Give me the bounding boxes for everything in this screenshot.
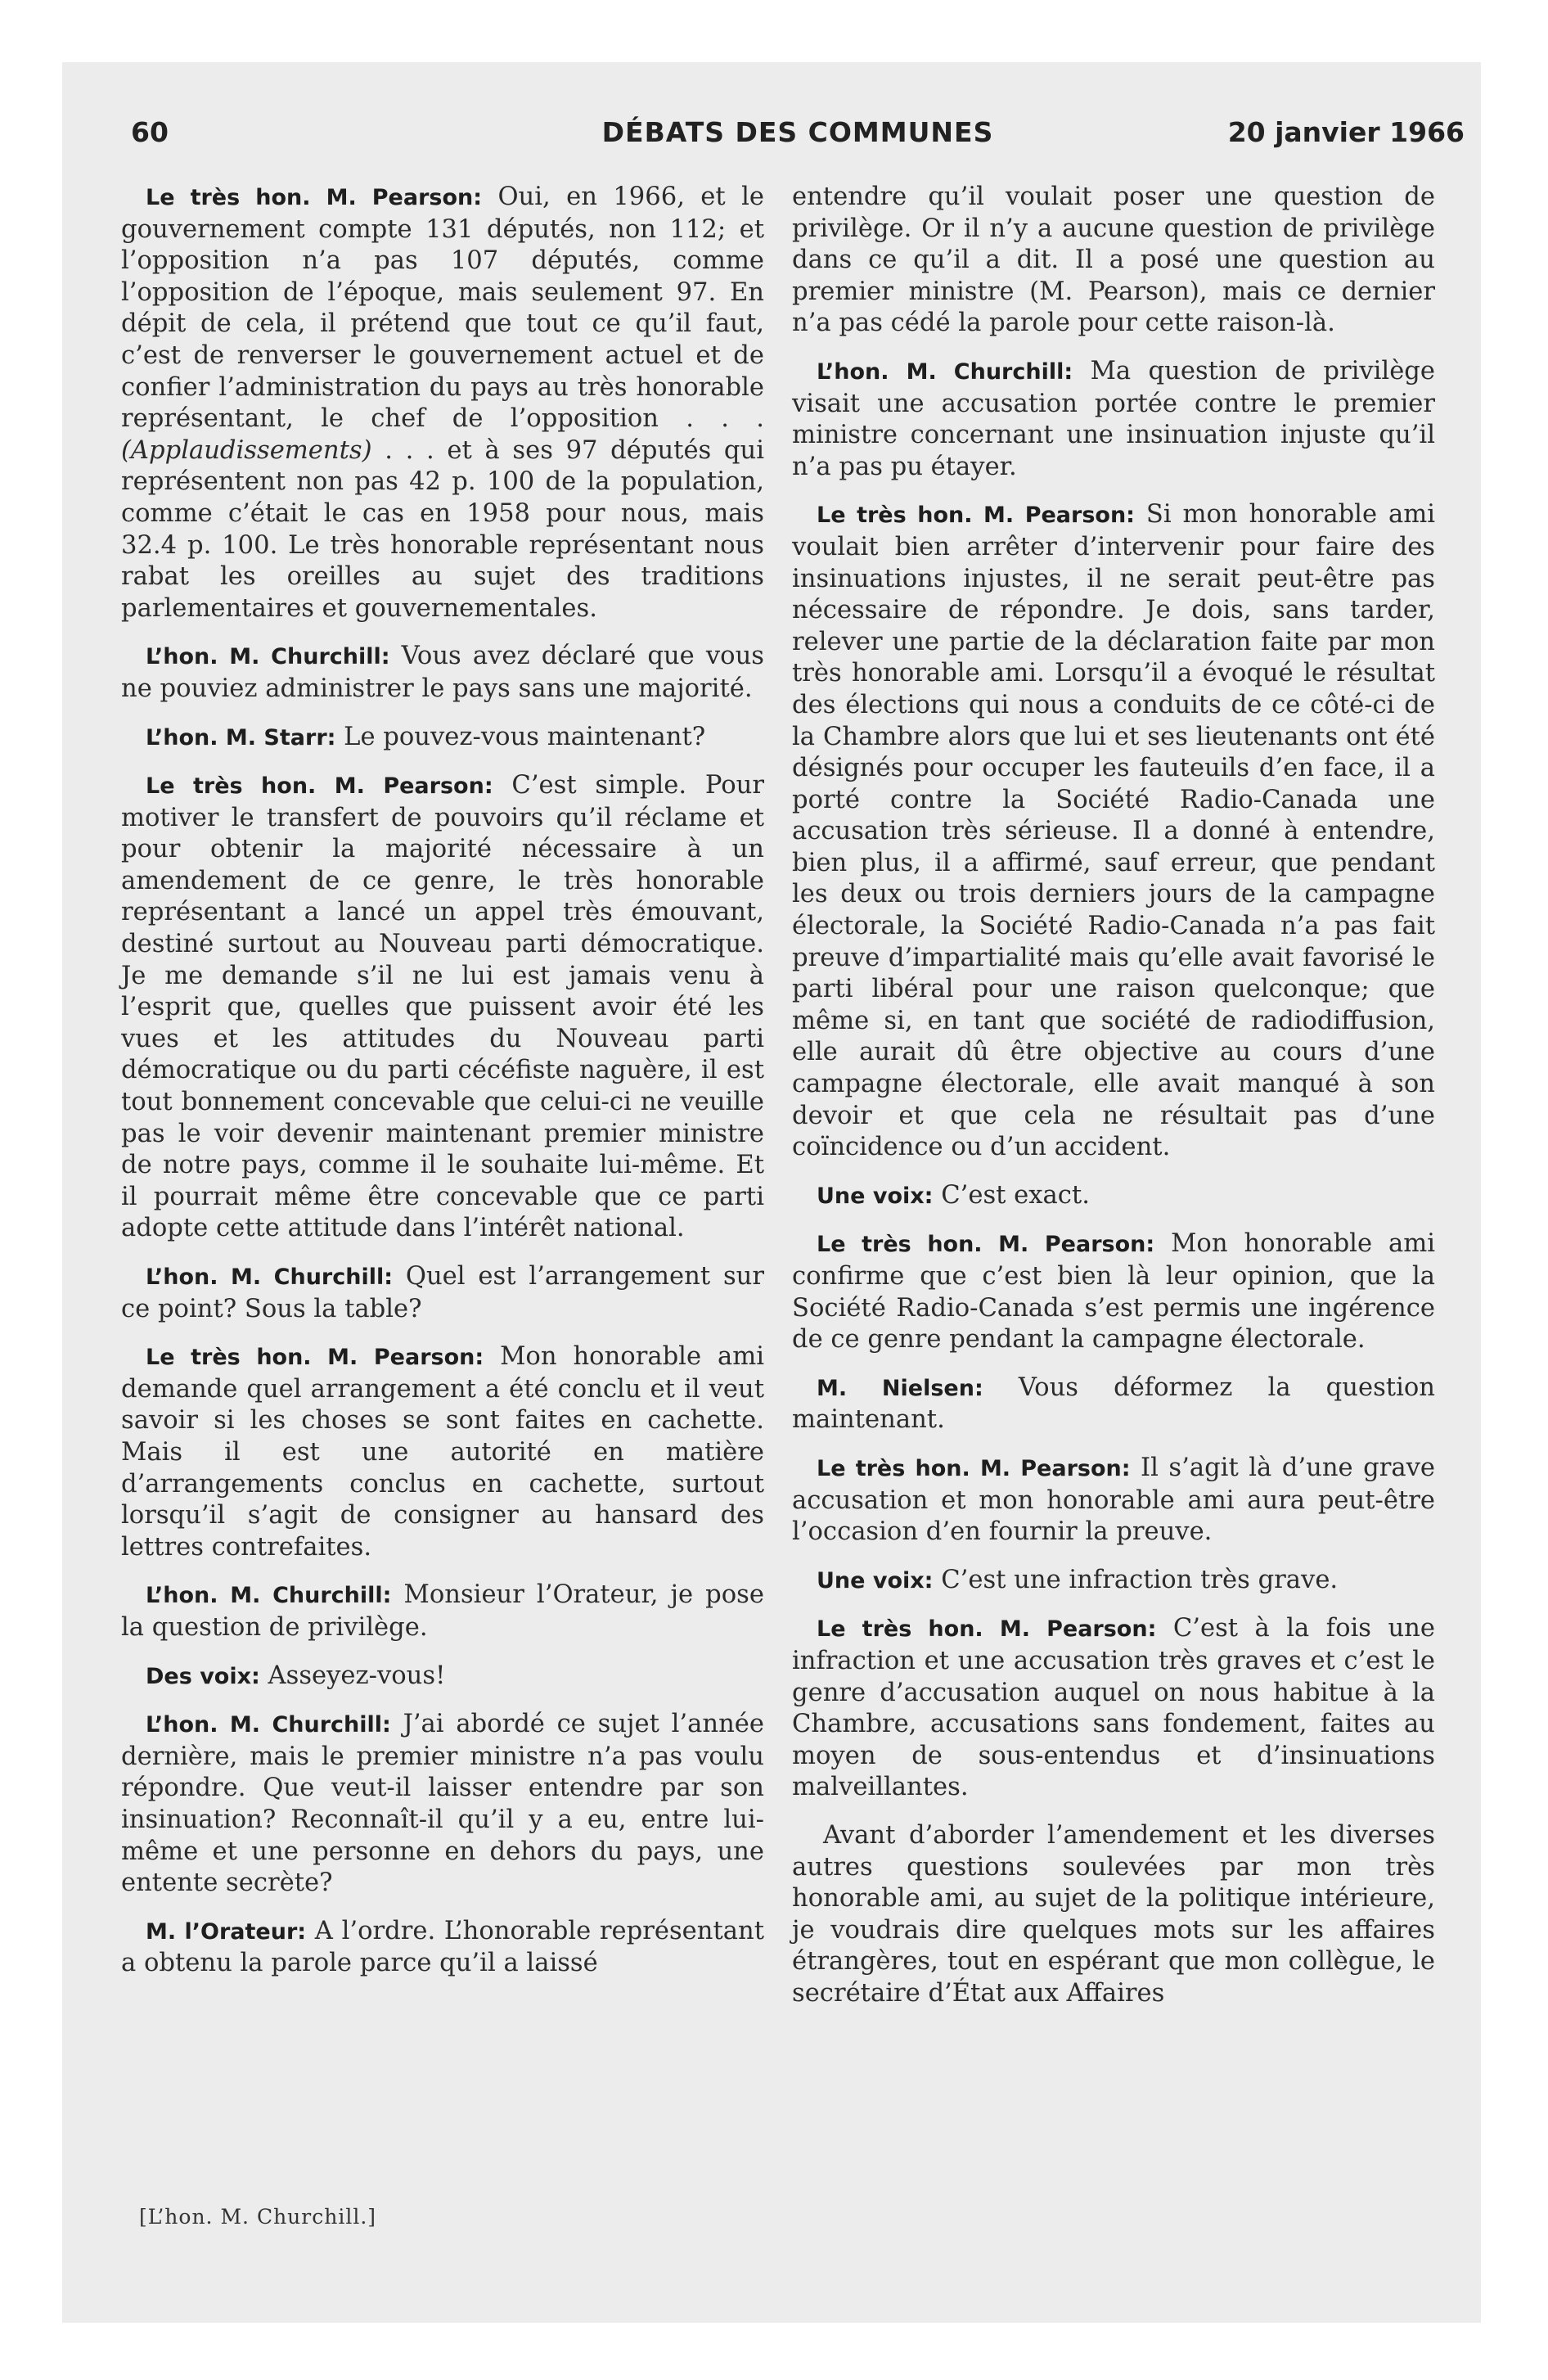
- paragraph-text: A l’ordre. L’honorable représentant a obtenu la parole parce qu’il a laissé: [121, 1916, 764, 1978]
- paragraph: [792, 182, 1435, 340]
- footer-note: [L’hon. M. Churchill.]: [139, 2205, 377, 2229]
- speaker-name: Le très hon. M. Pearson:: [817, 1232, 1155, 1258]
- paragraph-text: Asseyez-vous!: [259, 1661, 446, 1690]
- paragraph-text: entendre qu’il voulait poser une question de privilège. Or il n’y a aucune question de privilège dans ce qu’il a dit. Il a posé une question au premier ministre (M. Pearson), mais ce dernier n’a pas cédé la parole pour cette raison-là.: [792, 183, 1435, 338]
- paragraph-text: C’est une infraction très grave.: [933, 1565, 1339, 1594]
- paragraph: [792, 356, 1435, 483]
- paragraph-text: Monsieur l’Orateur, je pose la question de privilège.: [121, 1580, 764, 1642]
- speaker-name: Des voix:: [146, 1663, 260, 1689]
- paragraph: [121, 1661, 764, 1693]
- paragraph: [121, 1261, 764, 1325]
- speaker-name: L’hon. M. Churchill:: [146, 644, 390, 670]
- paragraph-text: Oui, en 1966, et le gouvernement compte 131 députés, non 112; et l’opposition n’a pas 107 députés, comme l’opposition de l’époque, mais seulement 97. En dépit de cela, il prétend que tout ce qu’il faut, c’est de renverser le gouvernement actuel et de confier l’administration du pays au très honorable représentant, le chef de l’opposition . . .: [121, 183, 764, 434]
- paragraph: [121, 770, 764, 1245]
- paragraph-text: Mon honorable ami demande quel arrangement a été conclu et il veut savoir si les choses se sont faites en cachette. Mais il est une autorité en matière d’arrangements conclus en cachette, surtout lorsqu’il s’agit de consigner au hansard des lettres contrefaites.: [121, 1342, 765, 1562]
- paragraph-text: Quel est l’arrangement sur ce point? Sous la table?: [121, 1262, 764, 1323]
- left-column: [121, 182, 764, 1996]
- speaker-name: Le très hon. M. Pearson:: [146, 1345, 484, 1371]
- speaker-name: L’hon. M. Churchill:: [817, 358, 1073, 385]
- paragraph-text: Avant d’aborder l’amendement et les diverses autres questions soulevées par mon très honorable ami, au sujet de la politique intérieure, je voudrais dire quelques mots sur les affaires étrangères, tout en espérant que mon collègue, le secrétaire d’État aux Affaires: [792, 1820, 1435, 2008]
- page-title: DÉBATS DES COMMUNES: [601, 116, 994, 148]
- paragraph-text: Si mon honorable ami voulait bien arrêter d’intervenir pour faire des insinuations injustes, il ne serait peut-être pas nécessaire de répondre. Je dois, sans tarder, relever une partie de la déclaration faite par mon très honorable ami. Lorsqu’il a évoqué le résultat des élections qui nous a conduits de ce côté-ci de la Chambre alors que lui et ses lieutenants ont été désignés pour occuper les fauteuils d’en face, il a porté contre la Société Radio-Canada une accusation très sérieuse. Il a donné à entendre, bien plus, il a affirmé, sauf erreur, que pendant les deux ou trois derniers jours de la campagne électorale, la Société Radio-Canada n’a pas fait preuve d’impartialité mais qu’elle avait favorisé le parti libéral pour une raison quelconque; que même si, en tant que société de radiodiffusion, elle aurait dû être objective au cours d’une campagne électorale, elle avait manqué à son devoir et que cela ne résultait pas d’une coïncidence ou d’un accident.: [792, 500, 1435, 1162]
- paragraph: [121, 722, 764, 755]
- speaker-name: Une voix:: [817, 1567, 934, 1593]
- paragraph: [792, 1613, 1435, 1804]
- paragraph: [121, 641, 764, 705]
- speaker-name: Une voix:: [817, 1183, 934, 1209]
- speaker-name: M. l’Orateur:: [146, 1918, 307, 1945]
- paragraph-text: Il s’agit là d’une grave accusation et mon honorable ami aura peut-être l’occasion d’en fournir la preuve.: [792, 1453, 1435, 1547]
- speaker-name: L’hon. M. Starr:: [146, 724, 336, 751]
- paragraph: [792, 1820, 1435, 2010]
- paragraph: [792, 1228, 1435, 1355]
- paragraph-text: Vous déformez la question maintenant.: [792, 1373, 1435, 1435]
- paragraph-text: C’est exact.: [933, 1180, 1090, 1210]
- paragraph-text: C’est à la fois une infraction et une accusation très graves et c’est le genre d’accusation auquel on nous habitue à la Chambre, accusations sans fondement, faites au moyen de sous-entendus et d’insinuations malveillantes.: [792, 1614, 1435, 1802]
- paragraph: [121, 1341, 764, 1563]
- page-date: 20 janvier 1966: [1227, 116, 1465, 148]
- paragraph: [792, 1453, 1435, 1548]
- paragraph: [792, 1180, 1435, 1213]
- paragraph-text: Mon honorable ami confirme que c’est bien là leur opinion, que la Société Radio-Canada s’est permis une ingérence de ce genre pendant la campagne électorale.: [792, 1229, 1436, 1355]
- speaker-name: M. Nielsen:: [817, 1375, 983, 1401]
- paragraph: [121, 1916, 764, 1980]
- paragraph: [792, 1373, 1435, 1436]
- paragraph: [121, 1580, 764, 1643]
- paragraph: [121, 1709, 764, 1900]
- speaker-name: Le très hon. M. Pearson:: [146, 185, 483, 210]
- right-column: [792, 182, 1435, 2026]
- paragraph: [792, 499, 1435, 1163]
- paragraph-text: Ma question de privilège visait une accusation portée contre le premier ministre concernant une insinuation injuste qu’il n’a pas pu étayer.: [792, 356, 1436, 481]
- paragraph-text: J’ai abordé ce sujet l’année dernière, mais le premier ministre n’a pas voulu répondre. Que veut-il laisser entendre par son insinuation? Reconnaît-il qu’il y a eu, entre lui-même et une personne en dehors du pays, une entente secrète?: [121, 1710, 764, 1898]
- speaker-name: Le très hon. M. Pearson:: [146, 773, 493, 800]
- paragraph-italic: (Applaudissements): [121, 435, 372, 465]
- speaker-name: L’hon. M. Churchill:: [146, 1712, 391, 1738]
- paragraph: [792, 1565, 1435, 1598]
- speaker-name: L’hon. M. Churchill:: [146, 1264, 394, 1290]
- speaker-name: L’hon. M. Churchill:: [146, 1583, 392, 1609]
- speaker-name: Le très hon. M. Pearson:: [817, 1455, 1131, 1481]
- page-number: 60: [131, 116, 169, 148]
- page-header: [131, 116, 1465, 157]
- speaker-name: Le très hon. M. Pearson:: [817, 1616, 1157, 1643]
- paragraph: [121, 182, 764, 624]
- paragraph-text: . . . et à ses 97 députés qui représentent non pas 42 p. 100 de la population, comme c’était le cas en 1958 pour nous, mais 32.4 p. 100. Le très honorable représentant nous rabat les oreilles au sujet des traditions parlementaires et gouvernementales.: [121, 435, 764, 623]
- paragraph-text: Le pouvez-vous maintenant?: [335, 722, 706, 751]
- paragraph-text: C’est simple. Pour motiver le transfert de pouvoirs qu’il réclame et pour obtenir la majorité nécessaire à un amendement de ce genre, le très honorable représentant a lancé un appel très émouvant, destiné surtout au Nouveau parti démocratique. Je me demande s’il ne lui est jamais venu à l’esprit que, quelles que puissent avoir été les vues et les attitudes du Nouveau parti démocratique ou du parti cécéfiste naguère, il est tout bonnement concevable que celui-ci ne veuille pas le voir devenir maintenant premier ministre de notre pays, comme il le souhaite lui-même. Et il pourrait même être concevable que ce parti adopte cette attitude dans l’intérêt national.: [121, 771, 764, 1243]
- speaker-name: Le très hon. M. Pearson:: [817, 503, 1135, 529]
- paragraph-text: Vous avez déclaré que vous ne pouviez administrer le pays sans une majorité.: [121, 642, 764, 703]
